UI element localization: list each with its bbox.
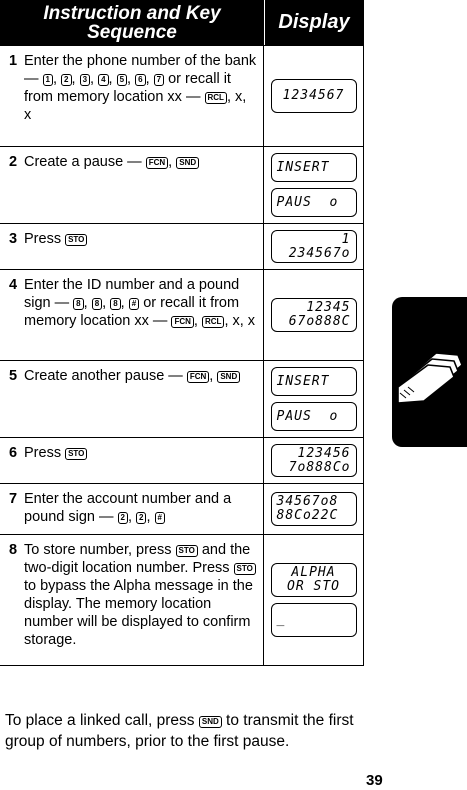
lcd-line: _ [276, 612, 286, 627]
lcd-display [271, 402, 357, 431]
lcd-line: ALPHA [291, 565, 336, 580]
header-display: Display [278, 11, 350, 33]
table-row [0, 269, 363, 360]
display-cell [264, 361, 363, 437]
section-tab [392, 297, 467, 447]
step-number: 1 [9, 53, 18, 69]
key-glyph: 7 [154, 74, 164, 86]
key-glyph: 8 [110, 298, 120, 310]
lcd-display [271, 230, 357, 263]
lcd-line: 88Co22C [276, 508, 339, 523]
key-glyph: 5 [117, 74, 127, 86]
key-glyph: STO [65, 234, 87, 246]
instruction-cell [0, 270, 264, 360]
lcd-line: 12345 [306, 300, 351, 315]
table-row [0, 45, 363, 146]
display-cell [264, 535, 363, 665]
key-glyph: STO [234, 563, 256, 575]
instruction-cell [0, 535, 264, 665]
lcd-display [271, 367, 357, 396]
lcd-line: PAUS o [276, 408, 339, 424]
header-instruction: Instruction and Key Sequence [0, 0, 265, 45]
step-text: Enter the ID number and a pound sign — 8 , 8 , 8 , # or recall it from memory location xx — FCN , RCL , x, x [24, 277, 256, 329]
step-text: To store number, press STO and the two-digit location number. Press STO to bypass the Alpha message in the display. The memory location number will be displayed to confirm storage. [24, 541, 257, 659]
key-glyph: 8 [73, 298, 83, 310]
instruction-cell [0, 361, 264, 437]
step-number: 4 [9, 277, 18, 293]
step-text: Enter the phone number of the bank — 1 , 2 , 3 , 4 , 5 , 6 , 7 or recall it from memory location xx — RCL , x, x [24, 53, 257, 123]
key-glyph: # [155, 512, 165, 524]
step-text: Press STO [24, 444, 87, 477]
lcd-display [271, 153, 357, 182]
table-row [0, 483, 363, 534]
step-number: 2 [9, 154, 18, 170]
folder-icon [392, 297, 467, 447]
key-glyph: 1 [43, 74, 53, 86]
display-cell [264, 46, 363, 146]
key-glyph: 3 [80, 74, 90, 86]
key-glyph: RCL [202, 316, 224, 328]
page-number: 39 [366, 772, 383, 789]
step-number: 8 [9, 542, 18, 558]
lcd-line: INSERT [276, 159, 330, 175]
step-number: 3 [9, 231, 18, 247]
key-glyph: 4 [98, 74, 108, 86]
display-cell [264, 147, 363, 223]
key-glyph: SND [199, 716, 222, 728]
key-glyph: STO [176, 545, 198, 557]
lcd-line: 67o888C [288, 314, 351, 329]
display-cell [264, 438, 363, 483]
display-cell [264, 484, 363, 534]
lcd-display [271, 492, 357, 526]
step-number: 6 [9, 445, 18, 461]
instruction-cell [0, 224, 264, 269]
key-glyph: SND [217, 371, 240, 383]
lcd-line: 1234567 [282, 88, 345, 103]
table-row [0, 437, 363, 483]
display-cell [264, 270, 363, 360]
lcd-line: 234567o [288, 245, 351, 261]
key-glyph: FCN [187, 371, 209, 383]
lcd-display [271, 563, 357, 597]
key-glyph: 2 [61, 74, 71, 86]
key-glyph: STO [65, 448, 87, 460]
step-text: Create a pause — FCN , SND [24, 153, 199, 217]
key-glyph: FCN [146, 157, 168, 169]
table-header [0, 0, 363, 45]
key-glyph: 2 [136, 512, 146, 524]
instruction-cell [0, 147, 264, 223]
lcd-display [271, 444, 357, 477]
key-glyph: 2 [118, 512, 128, 524]
instruction-cell [0, 484, 264, 534]
lcd-line: PAUS o [276, 194, 339, 210]
lcd-line: 1 [341, 231, 351, 247]
table-row [0, 360, 363, 437]
lcd-line: OR STO [287, 579, 340, 594]
step-text: Enter the account number and a pound sign — 2 , 2 , # [24, 491, 232, 525]
display-cell [264, 224, 363, 269]
table-row [0, 534, 363, 665]
instruction-cell [0, 46, 264, 146]
instruction-cell [0, 438, 264, 483]
key-glyph: SND [176, 157, 199, 169]
step-text: Create another pause — FCN , SND [24, 367, 240, 431]
key-glyph: FCN [171, 316, 193, 328]
lcd-display [271, 603, 357, 637]
step-text: Press STO [24, 230, 87, 263]
key-glyph: 6 [135, 74, 145, 86]
lcd-display [271, 79, 357, 113]
lcd-line: INSERT [276, 373, 330, 389]
footer-text: To place a linked call, press SND to transmit the first group of numbers, prior to the first pause. [5, 712, 354, 750]
table-row [0, 146, 363, 223]
table-row [0, 223, 363, 269]
lcd-display [271, 298, 357, 332]
key-glyph: 8 [92, 298, 102, 310]
lcd-line: 7o888Co [288, 459, 351, 475]
step-number: 7 [9, 491, 18, 507]
lcd-display [271, 188, 357, 217]
lcd-line: 123456 [297, 445, 351, 461]
key-glyph: RCL [205, 92, 227, 104]
step-number: 5 [9, 368, 18, 384]
lcd-line: 34567o8 [276, 494, 339, 509]
key-glyph: # [129, 298, 139, 310]
